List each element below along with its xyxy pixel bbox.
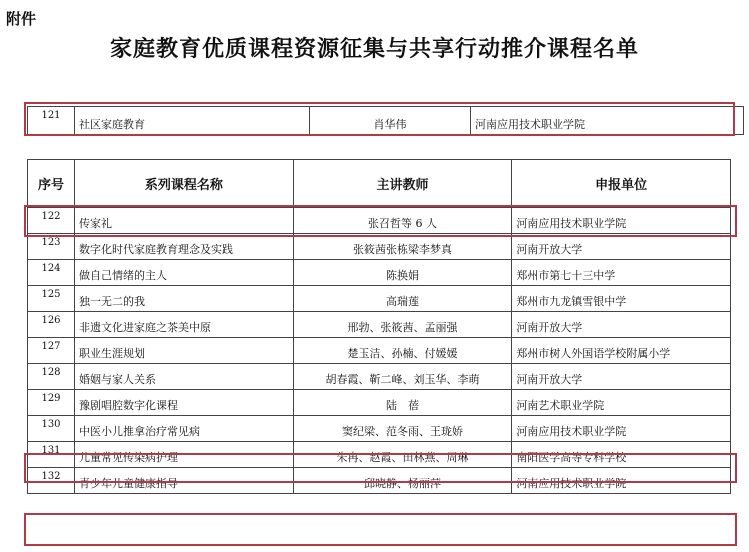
- table-row: [28, 390, 731, 416]
- cell-teacher: 张召哲等 6 人: [293, 208, 512, 234]
- top-fragment-table: [27, 106, 744, 135]
- cell-course-name: 豫剧唱腔数字化课程: [75, 390, 294, 416]
- header-no: 序号: [28, 160, 75, 208]
- cell-teacher: 高瑞莲: [293, 286, 512, 312]
- table-row: [28, 234, 731, 260]
- cell-no: 124: [28, 260, 75, 286]
- cell-org: 郑州市第七十三中学: [512, 260, 731, 286]
- cell-org: 河南开放大学: [512, 234, 731, 260]
- cell-no: 122: [28, 208, 75, 234]
- cell-teacher: 朱冉、赵霞、田林燕、周琳: [293, 442, 512, 468]
- cell-no: 125: [28, 286, 75, 312]
- cell-teacher: 楚玉洁、孙楠、付媛媛: [293, 338, 512, 364]
- cell-org: 河南应用技术职业学院: [471, 107, 744, 135]
- cell-course-name: 数字化时代家庭教育理念及实践: [75, 234, 294, 260]
- cell-teacher: 胡春霞、靳二峰、刘玉华、李萌: [293, 364, 512, 390]
- cell-no: 132: [28, 468, 75, 494]
- table-body: [28, 208, 731, 494]
- cell-teacher: 窦纪梁、范冬雨、王珑娇: [293, 416, 512, 442]
- cell-course-name: 职业生涯规划: [75, 338, 294, 364]
- table-row: [28, 364, 731, 390]
- cell-teacher: 陈换娟: [293, 260, 512, 286]
- cell-teacher: 邱晓静、杨丽萍: [293, 468, 512, 494]
- cell-org: 河南开放大学: [512, 364, 731, 390]
- cell-teacher: 邢勃、张筱茜、孟丽强: [293, 312, 512, 338]
- cell-org: 河南应用技术职业学院: [512, 416, 731, 442]
- table-row: [28, 312, 731, 338]
- cell-course-name: 传家礼: [75, 208, 294, 234]
- cell-no: 127: [28, 338, 75, 364]
- cell-teacher: 肖华伟: [310, 107, 471, 135]
- cell-course-name: 婚姻与家人关系: [75, 364, 294, 390]
- cell-org: 郑州市树人外国语学校附属小学: [512, 338, 731, 364]
- header-org: 申报单位: [512, 160, 731, 208]
- cell-course-name: 青少年儿童健康指导: [75, 468, 294, 494]
- cell-teacher: 张筱茜张栋梁李梦真: [293, 234, 512, 260]
- cell-org: 河南开放大学: [512, 312, 731, 338]
- course-table: [27, 159, 731, 494]
- attachment-label: 附件: [6, 10, 37, 28]
- cell-no: 128: [28, 364, 75, 390]
- table-row: [28, 286, 731, 312]
- cell-org: 河南艺术职业学院: [512, 390, 731, 416]
- cell-org: 河南应用技术职业学院: [512, 208, 731, 234]
- cell-no: 123: [28, 234, 75, 260]
- cell-course-name: 非遗文化进家庭之茶美中原: [75, 312, 294, 338]
- table-row: [28, 416, 731, 442]
- page-title: 家庭教育优质课程资源征集与共享行动推介课程名单: [109, 36, 639, 62]
- cell-teacher: 陆 蓓: [293, 390, 512, 416]
- cell-course-name: 社区家庭教育: [75, 107, 310, 135]
- cell-no: 131: [28, 442, 75, 468]
- cell-course-name: 儿童常见传染病护理: [75, 442, 294, 468]
- table-row: [28, 338, 731, 364]
- cell-no: 126: [28, 312, 75, 338]
- header-course-name: 系列课程名称: [75, 160, 294, 208]
- table-row: [28, 260, 731, 286]
- cell-org: 河南应用技术职业学院: [512, 468, 731, 494]
- table-row: [28, 468, 731, 494]
- table-header-row: [28, 160, 731, 208]
- table-row: [28, 442, 731, 468]
- cell-no: 130: [28, 416, 75, 442]
- cell-course-name: 做自己情绪的主人: [75, 260, 294, 286]
- cell-course-name: 中医小儿推拿治疗常见病: [75, 416, 294, 442]
- table-row: [28, 208, 731, 234]
- header-teacher: 主讲教师: [293, 160, 512, 208]
- cell-org: 南阳医学高等专科学校: [512, 442, 731, 468]
- cell-org: 郑州市九龙镇雪银中学: [512, 286, 731, 312]
- table-row: [28, 107, 744, 135]
- cell-no: 121: [28, 107, 75, 135]
- cell-course-name: 独一无二的我: [75, 286, 294, 312]
- cell-no: 129: [28, 390, 75, 416]
- highlight-box-132: [24, 513, 737, 546]
